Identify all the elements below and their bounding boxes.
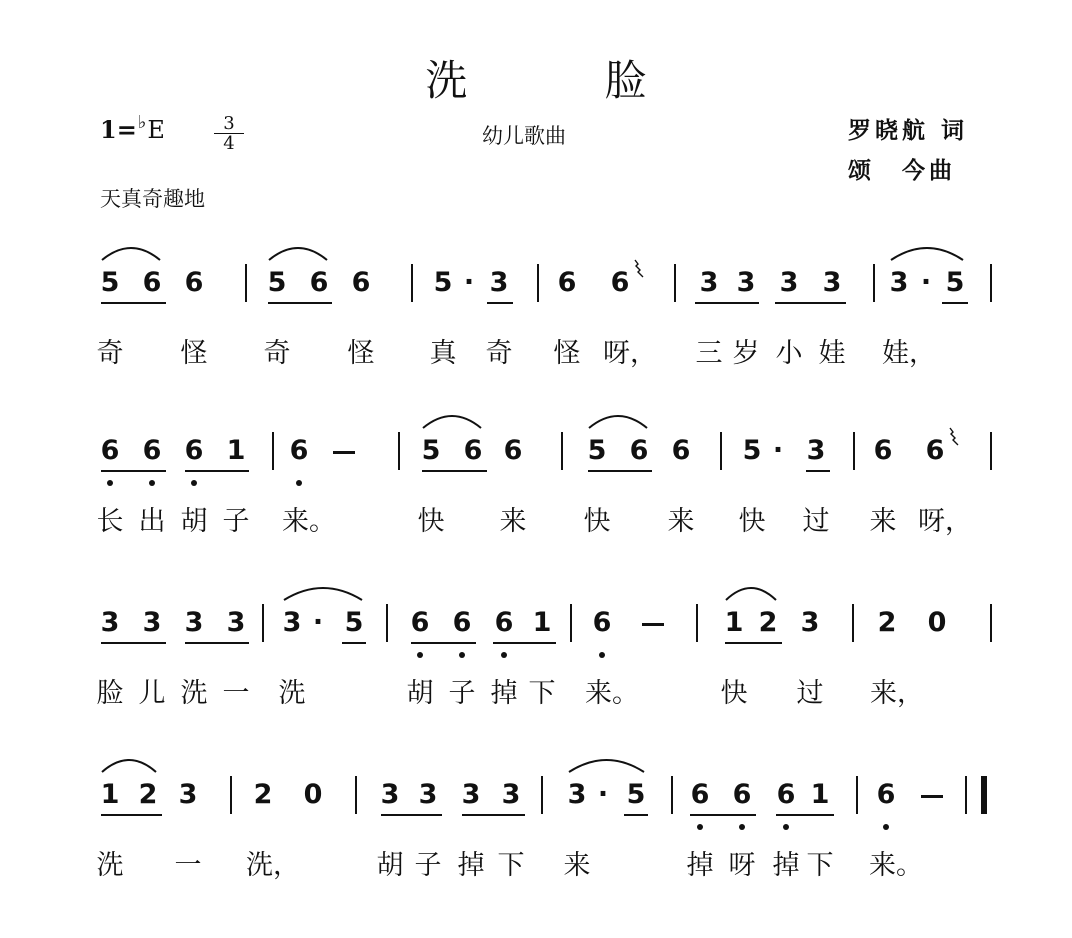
slur-arc	[100, 756, 158, 774]
slur-arc	[267, 244, 329, 262]
slur-arc	[282, 584, 364, 602]
flat-sign: ♭	[137, 112, 147, 133]
jianpu-note: 6	[629, 435, 649, 466]
jianpu-note: 5	[945, 267, 965, 298]
lyric-char: 岁	[732, 338, 760, 369]
jianpu-note: 6	[289, 435, 309, 466]
low-octave-dot	[501, 652, 507, 658]
lyric-char: 呀，	[918, 506, 972, 537]
bar-line	[398, 432, 400, 470]
lyric-char: 下	[497, 850, 525, 881]
jianpu-note: 6	[463, 435, 483, 466]
lyric-char: 下	[528, 678, 556, 709]
bar-line	[674, 264, 676, 302]
jianpu-note: 3	[501, 779, 521, 810]
bar-line	[873, 264, 875, 302]
lyric-char: 快	[417, 506, 445, 537]
slur-arc	[724, 584, 778, 602]
low-octave-dot	[417, 652, 423, 658]
lyric-char: 胡	[180, 506, 208, 537]
jianpu-note: 6	[671, 435, 691, 466]
lyric-char: 出	[138, 506, 166, 537]
low-octave-dot	[783, 824, 789, 830]
bar-line	[537, 264, 539, 302]
eighth-underline	[268, 302, 332, 304]
jianpu-note: 5	[626, 779, 646, 810]
lyric-char: 过	[802, 506, 830, 537]
lyric-char: 胡	[406, 678, 434, 709]
jianpu-note: 6	[142, 435, 162, 466]
jianpu-note: 3	[142, 607, 162, 638]
low-octave-dot	[697, 824, 703, 830]
eighth-underline	[690, 814, 756, 816]
lyric-char: 一	[174, 850, 202, 881]
eighth-underline	[776, 814, 834, 816]
lyric-char: 下	[806, 850, 834, 881]
jianpu-note: ·	[312, 607, 324, 638]
jianpu-note: 5	[100, 267, 120, 298]
low-octave-dot	[107, 480, 113, 486]
jianpu-note: 3	[178, 779, 198, 810]
jianpu-note: 3	[806, 435, 826, 466]
jianpu-note: 3	[380, 779, 400, 810]
bar-line	[990, 604, 992, 642]
time-signature	[214, 114, 244, 153]
jianpu-note: 0	[303, 779, 323, 810]
bar-line	[386, 604, 388, 642]
low-octave-dot	[739, 824, 745, 830]
lyric-char: 呀，	[603, 338, 657, 369]
lyric-char: 快	[738, 506, 766, 537]
jianpu-note: 3	[418, 779, 438, 810]
key-note: E	[147, 116, 165, 144]
jianpu-note: 6	[557, 267, 577, 298]
bar-line	[230, 776, 232, 814]
jianpu-note: 5	[344, 607, 364, 638]
eighth-underline	[775, 302, 846, 304]
jianpu-note: 6	[494, 607, 514, 638]
jianpu-note: 3	[567, 779, 587, 810]
lyric-char: 脸	[96, 678, 124, 709]
lyric-char: 掉	[490, 678, 518, 709]
bar-line	[852, 604, 854, 642]
lyric-char: 子	[414, 850, 442, 881]
lyric-char: 小	[775, 338, 803, 369]
eighth-underline	[493, 642, 556, 644]
lyric-char: 娃，	[882, 338, 936, 369]
time-signature-top: 3	[214, 114, 244, 134]
lyric-char: 来，	[870, 678, 924, 709]
eighth-underline	[381, 814, 442, 816]
jianpu-note: 1	[724, 607, 744, 638]
bar-line	[570, 604, 572, 642]
sustain-dash	[642, 623, 664, 626]
bar-line	[856, 776, 858, 814]
lyric-char: 怪	[180, 338, 208, 369]
bar-line	[411, 264, 413, 302]
low-octave-dot	[883, 824, 889, 830]
slur-arc	[421, 412, 483, 430]
lyric-char: 洗，	[246, 850, 300, 881]
eighth-underline	[624, 814, 648, 816]
bar-line	[696, 604, 698, 642]
jianpu-note: 6	[610, 267, 630, 298]
slur-arc	[100, 244, 162, 262]
lyric-char: 奇	[485, 338, 513, 369]
genre-label: 幼儿歌曲	[482, 124, 566, 148]
bar-line	[355, 776, 357, 814]
jianpu-note: 3	[100, 607, 120, 638]
lyric-char: 呀	[728, 850, 756, 881]
lyric-char: 怪	[347, 338, 375, 369]
jianpu-note: 2	[758, 607, 778, 638]
jianpu-note: 5	[742, 435, 762, 466]
jianpu-note: 5	[267, 267, 287, 298]
jianpu-note: 2	[138, 779, 158, 810]
lyric-char: 洗	[180, 678, 208, 709]
eighth-underline	[411, 642, 476, 644]
lyric-char: 胡	[376, 850, 404, 881]
jianpu-note: 6	[690, 779, 710, 810]
eighth-underline	[942, 302, 968, 304]
lyric-char: 奇	[263, 338, 291, 369]
final-bar-line	[981, 776, 987, 814]
lyric-char: 一	[222, 678, 250, 709]
glissando-mark	[948, 426, 962, 448]
jianpu-note: 6	[503, 435, 523, 466]
jianpu-note: 3	[489, 267, 509, 298]
eighth-underline	[101, 302, 166, 304]
eighth-underline	[101, 642, 166, 644]
jianpu-note: 6	[351, 267, 371, 298]
jianpu-note: 5	[587, 435, 607, 466]
eighth-underline	[185, 470, 249, 472]
jianpu-note: 3	[699, 267, 719, 298]
eighth-underline	[422, 470, 487, 472]
jianpu-note: 2	[253, 779, 273, 810]
lyric-char: 儿	[138, 678, 166, 709]
lyric-char: 长	[96, 506, 124, 537]
lyric-char: 奇	[96, 338, 124, 369]
song-title: 洗 脸	[425, 56, 709, 105]
jianpu-note: 6	[142, 267, 162, 298]
jianpu-note: 6	[876, 779, 896, 810]
composer-credit: 颂 今曲	[848, 158, 956, 184]
eighth-underline	[806, 470, 830, 472]
jianpu-note: 6	[873, 435, 893, 466]
lyric-char: 娃	[818, 338, 846, 369]
lyric-char: 掉	[772, 850, 800, 881]
jianpu-note: 1	[100, 779, 120, 810]
jianpu-note: 5	[421, 435, 441, 466]
jianpu-note: 3	[184, 607, 204, 638]
jianpu-note: 6	[732, 779, 752, 810]
lyric-char: 来	[869, 506, 897, 537]
bar-line	[561, 432, 563, 470]
bar-line	[272, 432, 274, 470]
jianpu-note: 3	[800, 607, 820, 638]
eighth-underline	[695, 302, 759, 304]
lyric-char: 来	[499, 506, 527, 537]
lyric-char: 来	[667, 506, 695, 537]
low-octave-dot	[296, 480, 302, 486]
lyric-char: 掉	[457, 850, 485, 881]
jianpu-note: 6	[410, 607, 430, 638]
bar-line	[965, 776, 967, 814]
jianpu-note: ·	[463, 267, 475, 298]
glissando-mark	[633, 258, 647, 280]
lyric-char: 快	[720, 678, 748, 709]
bar-line	[990, 432, 992, 470]
eighth-underline	[101, 814, 162, 816]
jianpu-note: 6	[184, 267, 204, 298]
lyric-char: 来。	[585, 678, 639, 709]
jianpu-note: ·	[772, 435, 784, 466]
jianpu-note: 3	[889, 267, 909, 298]
bar-line	[245, 264, 247, 302]
tempo-marking: 天真奇趣地	[100, 187, 205, 211]
eighth-underline	[462, 814, 525, 816]
bar-line	[541, 776, 543, 814]
eighth-underline	[185, 642, 249, 644]
lyric-char: 洗	[96, 850, 124, 881]
jianpu-note: 6	[309, 267, 329, 298]
lyric-char: 来。	[282, 506, 336, 537]
lyric-char: 过	[796, 678, 824, 709]
jianpu-note: 1	[532, 607, 552, 638]
jianpu-note: 1	[226, 435, 246, 466]
jianpu-note: 6	[925, 435, 945, 466]
lyric-char: 来。	[869, 850, 923, 881]
eighth-underline	[342, 642, 366, 644]
lyric-char: 怪	[553, 338, 581, 369]
slur-arc	[587, 412, 649, 430]
key-prefix: 1=	[100, 115, 137, 144]
jianpu-note: 3	[282, 607, 302, 638]
jianpu-note: 3	[822, 267, 842, 298]
lyricist-credit: 罗晓航 词	[848, 118, 969, 144]
jianpu-note: ·	[920, 267, 932, 298]
bar-line	[720, 432, 722, 470]
eighth-underline	[588, 470, 652, 472]
low-octave-dot	[149, 480, 155, 486]
lyric-char: 掉	[686, 850, 714, 881]
jianpu-note: 5	[433, 267, 453, 298]
slur-arc	[567, 756, 646, 774]
lyric-char: 来	[563, 850, 591, 881]
lyric-char: 快	[583, 506, 611, 537]
eighth-underline	[101, 470, 166, 472]
sustain-dash	[921, 795, 943, 798]
key-signature	[100, 112, 165, 144]
low-octave-dot	[191, 480, 197, 486]
jianpu-note: 6	[184, 435, 204, 466]
lyric-char: 三	[695, 338, 723, 369]
bar-line	[262, 604, 264, 642]
low-octave-dot	[599, 652, 605, 658]
bar-line	[671, 776, 673, 814]
jianpu-note: 3	[779, 267, 799, 298]
bar-line	[853, 432, 855, 470]
time-signature-bottom: 4	[223, 133, 235, 154]
lyric-char: 洗	[278, 678, 306, 709]
jianpu-note: 6	[452, 607, 472, 638]
jianpu-note: 3	[461, 779, 481, 810]
lyric-char: 真	[429, 338, 457, 369]
low-octave-dot	[459, 652, 465, 658]
jianpu-note: 1	[810, 779, 830, 810]
eighth-underline	[487, 302, 513, 304]
jianpu-note: 2	[877, 607, 897, 638]
jianpu-note: 6	[100, 435, 120, 466]
eighth-underline	[725, 642, 782, 644]
jianpu-note: 6	[776, 779, 796, 810]
sustain-dash	[333, 451, 355, 454]
jianpu-note: 0	[927, 607, 947, 638]
jianpu-note: 3	[226, 607, 246, 638]
lyric-char: 子	[448, 678, 476, 709]
jianpu-note: 6	[592, 607, 612, 638]
slur-arc	[889, 244, 965, 262]
bar-line	[990, 264, 992, 302]
jianpu-note: 3	[736, 267, 756, 298]
jianpu-note: ·	[597, 779, 609, 810]
lyric-char: 子	[222, 506, 250, 537]
